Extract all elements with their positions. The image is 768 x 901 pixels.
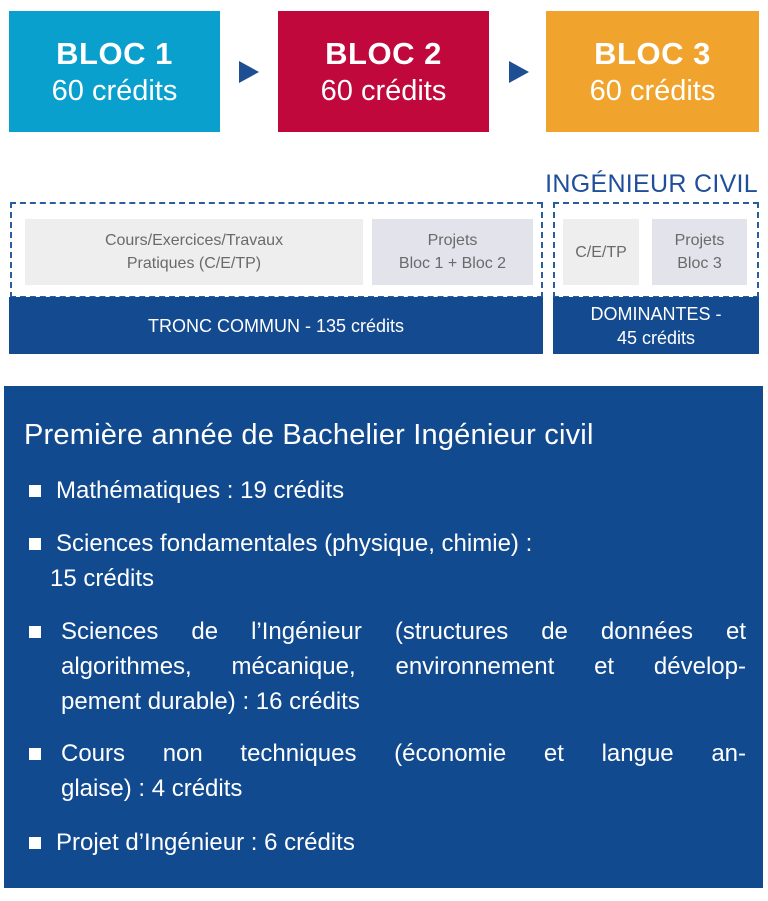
dominantes-projects	[652, 219, 747, 285]
dominantes-label-line-1: DOMINANTES -	[590, 303, 722, 324]
list-item-sciences-fondamentales	[50, 526, 746, 596]
dominantes-courses	[563, 219, 639, 285]
list-item-line: Cours non techniques (économie et langue an-	[61, 740, 746, 767]
list-item-cours-non-techniques	[61, 736, 746, 806]
list-item-projet-ingenieur	[56, 825, 746, 860]
dominantes-courses-text: C/E/TP	[575, 243, 627, 261]
bullet-square-icon	[29, 538, 41, 550]
bloc-2-credits: 60 crédits	[320, 74, 447, 107]
panel-title: Première année de Bachelier Ingénieur civil	[24, 419, 594, 451]
dominantes-label-line-2: 45 crédits	[616, 327, 696, 348]
bullet-square-icon	[29, 485, 41, 497]
first-year-panel	[4, 386, 763, 888]
bloc-3-box	[546, 11, 759, 132]
list-item-line: Sciences de l’Ingénieur (structures de données et	[61, 618, 746, 645]
list-item-line: glaise) : 4 crédits	[61, 775, 243, 802]
bullet-square-icon	[29, 748, 41, 760]
bloc-1-title: BLOC 1	[56, 35, 173, 71]
courses-line-1: Cours/Exercices/Travaux	[104, 232, 284, 249]
projects-line-1: Projets	[427, 232, 478, 249]
list-item-line: pement durable) : 16 crédits	[61, 688, 360, 715]
courses-line-2: Pratiques (C/E/TP)	[126, 255, 262, 272]
bloc-3-title: BLOC 3	[594, 35, 711, 71]
dominantes-label	[553, 297, 759, 354]
bloc-3-credits: 60 crédits	[589, 74, 716, 107]
arrow-right-icon	[239, 61, 259, 83]
bloc-2-box	[278, 11, 489, 132]
bloc-2-title: BLOC 2	[325, 35, 442, 71]
arrow-right-icon	[509, 61, 529, 83]
program-label: INGÉNIEUR CIVIL	[545, 170, 758, 198]
list-item-line: Projet d’Ingénieur : 6 crédits	[56, 829, 355, 856]
bloc-1-box	[9, 11, 220, 132]
list-item-sciences-ingenieur	[61, 614, 746, 719]
bloc-1-credits: 60 crédits	[51, 74, 178, 107]
dominantes-projects-line-1: Projets	[674, 232, 725, 249]
list-item-mathematiques	[56, 473, 746, 508]
tronc-commun-label: TRONC COMMUN - 135 crédits	[9, 297, 543, 354]
projects-line-2: Bloc 1 + Bloc 2	[398, 255, 507, 272]
list-item-line: Mathématiques : 19 crédits	[56, 477, 345, 504]
tronc-commun-projects	[372, 219, 533, 285]
list-item-line: Sciences fondamentales (physique, chimie) :	[56, 530, 533, 557]
list-item-line: 15 crédits	[50, 565, 155, 592]
bullet-square-icon	[29, 626, 41, 638]
bullet-square-icon	[29, 837, 41, 849]
dominantes-projects-line-2: Bloc 3	[677, 255, 722, 272]
tronc-commun-courses	[25, 219, 363, 285]
list-item-line: algorithmes, mécanique, environnement et dévelop-	[61, 653, 746, 680]
